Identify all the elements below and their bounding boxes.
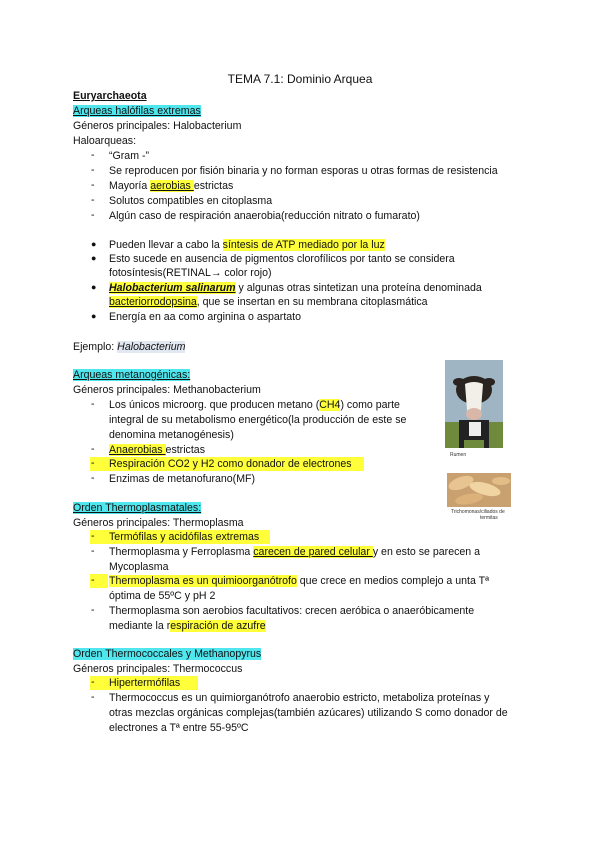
generos-line: Géneros principales: Thermococcus (73, 663, 243, 675)
subsection-heading: Arqueas metanogénicas: (73, 369, 191, 381)
list-item: Esto sucede en ausencia de pigmentos clorofílicos por tanto se considera (109, 253, 455, 265)
highlight: Thermoplasma es un quimioorganótrofo (109, 575, 297, 587)
dash-bullet: - (91, 574, 95, 586)
list-item-cont: mediante la respiración de azufre (109, 620, 266, 632)
highlight: síntesis de ATP mediado por la luz (222, 239, 385, 251)
highlight: aerobias (150, 180, 194, 192)
dash-bullet: - (91, 194, 95, 206)
dash-bullet: - (91, 149, 95, 161)
dash-bullet: - (91, 691, 95, 703)
list-item: Los únicos microorg. que producen metano (CH4) como parte (109, 399, 400, 411)
dash-bullet: - (91, 179, 95, 191)
example-value: Halobacterium (117, 341, 186, 353)
page-title: TEMA 7.1: Dominio Arquea (227, 72, 373, 86)
list-item: Algún caso de respiración anaerobia(reducción nitrato o fumarato) (109, 210, 420, 222)
dash-bullet: - (91, 457, 95, 469)
generos-line: Géneros principales: Methanobacterium (73, 384, 261, 396)
highlight: espiración de azufre (170, 620, 266, 632)
highlight: CH4 (319, 399, 341, 411)
list-item-cont: integral de su metabolismo energético(la producción de este se (109, 414, 407, 426)
list-item: Respiración CO2 y H2 como donador de electrones (109, 458, 352, 470)
list-item-cont: fotosíntesis(RETINAL→ color rojo) (109, 267, 272, 279)
dash-bullet: - (91, 209, 95, 221)
dash-bullet: - (91, 530, 95, 542)
section-heading: Euryarchaeota (73, 90, 147, 102)
list-item: Pueden llevar a cabo la síntesis de ATP mediado por la luz (109, 239, 385, 251)
list-item: “Gram -” (109, 150, 150, 162)
list-item-cont: denomina metanogénesis) (109, 429, 234, 441)
microbe-image (447, 473, 511, 507)
list-item: Termófilas y acidófilas extremas (109, 531, 260, 543)
list-item: Energía en aa como arginina o aspartato (109, 311, 301, 323)
highlight: Anaerobias (109, 444, 166, 456)
dash-bullet: - (91, 398, 95, 410)
list-item-cont: Mycoplasma (109, 561, 169, 573)
highlight: Halobacterium salinarum (109, 282, 236, 294)
image-caption: Rumen (450, 452, 467, 458)
dash-bullet: - (91, 443, 95, 455)
bullet-icon: ● (91, 311, 97, 321)
list-item: Thermococcus es un quimiorganótrofo anaerobio estricto, metaboliza proteínas y (109, 692, 490, 704)
list-item: Mayoría aerobias estrictas (109, 180, 234, 192)
list-item: Thermoplasma es un quimioorganótrofo que crece en medios complejo a unta Tª (109, 575, 490, 587)
bullet-icon: ● (91, 239, 97, 249)
list-item-cont: electrones a Tª entre 55-95ºC (109, 722, 249, 734)
highlight: bacteriorrodopsina (109, 296, 197, 308)
image-caption: Trichomonas/ciliados de (451, 509, 505, 515)
dash-bullet: - (91, 472, 95, 484)
subsection-heading: Arqueas halófilas extremas (73, 105, 201, 117)
list-item: Enzimas de metanofurano(MF) (109, 473, 256, 485)
dash-bullet: - (91, 604, 95, 616)
bullet-icon: ● (91, 253, 97, 263)
generos-line: Géneros principales: Halobacterium (73, 120, 242, 132)
generos-line: Géneros principales: Thermoplasma (73, 517, 244, 529)
highlight: carecen de pared celular (253, 546, 373, 558)
bullet-icon: ● (91, 282, 97, 292)
list-item: Thermoplasma y Ferroplasma carecen de pared celular y en esto se parecen a (109, 546, 480, 558)
cow-image (445, 360, 503, 448)
list-item: Anaerobias estrictas (109, 444, 205, 456)
list-item: Solutos compatibles en citoplasma (109, 195, 273, 207)
list-item: Halobacterium salinarum y algunas otras sintetizan una proteína denominada (109, 282, 482, 294)
dash-bullet: - (91, 676, 95, 688)
subsection-heading: Orden Thermoplasmatales: (73, 502, 202, 514)
dash-bullet: - (91, 164, 95, 176)
list-item: Se reproducen por fisión binaria y no forman esporas u otras formas de resistencia (109, 165, 498, 177)
image-caption-cont: termitas (480, 515, 498, 521)
list-item-cont: óptima de 55ºC y pH 2 (109, 590, 216, 602)
subsection-heading: Orden Thermococcales y Methanopyrus (73, 648, 262, 660)
list-item: Hipertermófilas (109, 677, 181, 689)
dash-bullet: - (91, 545, 95, 557)
list-item-cont: bacteriorrodopsina, que se insertan en su membrana citoplasmática (109, 296, 428, 308)
list-item: Thermoplasma son aerobios facultativos: crecen aeróbica o anaeróbicamente (109, 605, 475, 617)
haloarqueas-label: Haloarqueas: (73, 135, 137, 147)
example-line: Ejemplo: Halobacterium (73, 341, 186, 353)
list-item-cont: otras mezclas orgánicas complejas(también azúcares) utilizando S como donador de (109, 707, 508, 719)
